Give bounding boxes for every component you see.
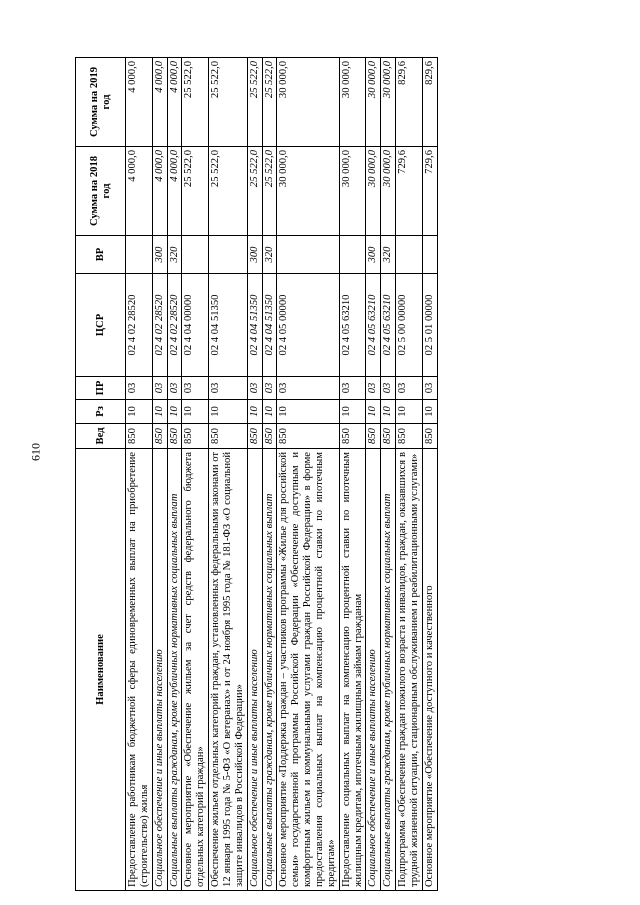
cell-ved: 850: [339, 424, 366, 449]
cell-csr: 02 4 04 51350: [247, 274, 262, 377]
cell-vr: [182, 236, 209, 274]
table-row: [182, 58, 209, 891]
cell-ved: 850: [396, 424, 423, 449]
cell-sum-2019: 30 000,0: [339, 58, 366, 147]
cell-sum-2018: 25 522,0: [209, 147, 248, 236]
cell-name: Подпрограмма «Обеспечение граждан пожилого возраста и инвалидов, граждан, оказавшихся в трудной жизненной ситуации, стационарным обслуживанием и реабилитационными услугами»: [396, 449, 423, 891]
cell-vr: 300: [366, 236, 381, 274]
header-name: Наименование: [76, 449, 126, 891]
cell-rz: 10: [152, 400, 167, 424]
cell-rz: 10: [126, 400, 153, 424]
table-row: [209, 58, 248, 891]
cell-rz: 10: [381, 400, 396, 424]
table-row: [366, 58, 381, 891]
cell-vr: 320: [167, 236, 182, 274]
cell-csr: 02 4 02 28520: [167, 274, 182, 377]
cell-sum-2018: 30 000,0: [381, 147, 396, 236]
cell-pr: 03: [396, 377, 423, 400]
cell-csr: 02 4 05 63210: [339, 274, 366, 377]
cell-sum-2018: 30 000,0: [339, 147, 366, 236]
cell-name: Социальное обеспечение и иные выплаты населению: [366, 449, 381, 891]
header-ved: Вед: [76, 424, 126, 449]
cell-ved: 850: [167, 424, 182, 449]
cell-sum-2019: 25 522,0: [182, 58, 209, 147]
cell-ved: 850: [182, 424, 209, 449]
cell-sum-2018: 25 522,0: [262, 147, 277, 236]
header-sum-2018: Сумма на 2018 год: [76, 147, 126, 236]
cell-vr: [209, 236, 248, 274]
cell-pr: 03: [262, 377, 277, 400]
header-pr: ПР: [76, 377, 126, 400]
cell-vr: 300: [152, 236, 167, 274]
cell-name: Основное мероприятие «Обеспечение жильем за счет средств федерального бюджета отдельных категорий граждан»: [182, 449, 209, 891]
cell-sum-2018: 25 522,0: [182, 147, 209, 236]
table-body: [126, 58, 438, 891]
header-sum-2019: Сумма на 2019 год: [76, 58, 126, 147]
cell-rz: 10: [262, 400, 277, 424]
cell-rz: 10: [167, 400, 182, 424]
cell-csr: 02 4 05 63210: [381, 274, 396, 377]
cell-csr: 02 5 00 00000: [396, 274, 423, 377]
cell-name: Обеспечение жильем отдельных категорий граждан, установленных федеральными законами от 12 января 1995 года № 5-ФЗ «О ветеранах» и от 24 ноября 1995 года № 181-ФЗ «О социальной защите инвалидов в Российской Федерации»: [209, 449, 248, 891]
table-row: [126, 58, 153, 891]
cell-sum-2019: 829,6: [422, 58, 437, 147]
cell-sum-2019: 4 000,0: [167, 58, 182, 147]
cell-sum-2019: 25 522,0: [209, 58, 248, 147]
cell-csr: 02 4 02 28520: [126, 274, 153, 377]
cell-pr: 03: [167, 377, 182, 400]
cell-rz: 10: [339, 400, 366, 424]
cell-ved: 850: [247, 424, 262, 449]
cell-rz: 10: [422, 400, 437, 424]
cell-sum-2019: 4 000,0: [152, 58, 167, 147]
cell-rz: 10: [366, 400, 381, 424]
table-row: [277, 58, 339, 891]
cell-csr: 02 4 05 00000: [277, 274, 339, 377]
cell-ved: 850: [381, 424, 396, 449]
cell-sum-2018: 4 000,0: [167, 147, 182, 236]
cell-vr: [396, 236, 423, 274]
cell-name: Социальное обеспечение и иные выплаты населению: [152, 449, 167, 891]
cell-ved: 850: [262, 424, 277, 449]
cell-sum-2018: 729,6: [396, 147, 423, 236]
cell-csr: 02 4 02 28520: [152, 274, 167, 377]
cell-csr: 02 4 05 63210: [366, 274, 381, 377]
cell-pr: 03: [277, 377, 339, 400]
cell-pr: 03: [247, 377, 262, 400]
rotated-table-container: [75, 58, 561, 891]
budget-table: [75, 57, 438, 891]
table-row: [152, 58, 167, 891]
header-rz: Рз: [76, 400, 126, 424]
cell-name: Основное мероприятие «Поддержка граждан – участников программы «Жилье для российской семьи» государственной программы Российской Федерации «Обеспечение доступным и комфортным жильем и коммунальными услугами граждан Российской Федерации» в форме предоставления социальных выплат на компенсацию процентной ставки по ипотечным кредитам»: [277, 449, 339, 891]
cell-pr: 03: [366, 377, 381, 400]
cell-ved: 850: [366, 424, 381, 449]
cell-name: Предоставление социальных выплат на компенсацию процентной ставки по ипотечным жилищным кредитам, ипотечным жилищным займам гражданам: [339, 449, 366, 891]
cell-sum-2019: 25 522,0: [247, 58, 262, 147]
cell-ved: 850: [277, 424, 339, 449]
cell-name: Предоставление работникам бюджетной сферы единовременных выплат на приобретение (строительство) жилья: [126, 449, 153, 891]
cell-rz: 10: [277, 400, 339, 424]
cell-sum-2019: 30 000,0: [381, 58, 396, 147]
header-csr: ЦСР: [76, 274, 126, 377]
cell-csr: 02 4 04 51350: [262, 274, 277, 377]
table-row: [381, 58, 396, 891]
cell-ved: 850: [422, 424, 437, 449]
cell-vr: [339, 236, 366, 274]
cell-sum-2018: 30 000,0: [277, 147, 339, 236]
cell-name: Социальные выплаты гражданам, кроме публичных нормативных социальных выплат: [381, 449, 396, 891]
cell-pr: 03: [381, 377, 396, 400]
cell-rz: 10: [247, 400, 262, 424]
cell-sum-2018: 729,6: [422, 147, 437, 236]
header-vr: ВР: [76, 236, 126, 274]
cell-pr: 03: [339, 377, 366, 400]
cell-pr: 03: [182, 377, 209, 400]
cell-csr: 02 4 04 51350: [209, 274, 248, 377]
cell-vr: 300: [247, 236, 262, 274]
cell-sum-2018: 30 000,0: [366, 147, 381, 236]
cell-csr: 02 5 01 00000: [422, 274, 437, 377]
table-row: [396, 58, 423, 891]
cell-sum-2019: 829,6: [396, 58, 423, 147]
cell-rz: 10: [182, 400, 209, 424]
cell-vr: [277, 236, 339, 274]
cell-sum-2019: 30 000,0: [277, 58, 339, 147]
cell-sum-2018: 25 522,0: [247, 147, 262, 236]
cell-name: Социальные выплаты гражданам, кроме публичных нормативных социальных выплат: [262, 449, 277, 891]
table-row: [167, 58, 182, 891]
page-number: 610: [28, 443, 43, 461]
cell-ved: 850: [152, 424, 167, 449]
cell-name: Социальное обеспечение и иные выплаты населению: [247, 449, 262, 891]
cell-ved: 850: [209, 424, 248, 449]
cell-sum-2019: 30 000,0: [366, 58, 381, 147]
table-header-row: [76, 58, 126, 891]
table-row: [422, 58, 437, 891]
cell-name: Социальные выплаты гражданам, кроме публичных нормативных социальных выплат: [167, 449, 182, 891]
cell-pr: 03: [209, 377, 248, 400]
cell-vr: 320: [262, 236, 277, 274]
cell-csr: 02 4 04 00000: [182, 274, 209, 377]
cell-pr: 03: [152, 377, 167, 400]
table-row: [262, 58, 277, 891]
cell-rz: 10: [209, 400, 248, 424]
cell-ved: 850: [126, 424, 153, 449]
cell-pr: 03: [126, 377, 153, 400]
cell-sum-2019: 4 000,0: [126, 58, 153, 147]
table-row: [247, 58, 262, 891]
cell-vr: 320: [381, 236, 396, 274]
cell-vr: [126, 236, 153, 274]
cell-pr: 03: [422, 377, 437, 400]
cell-rz: 10: [396, 400, 423, 424]
cell-name: Основное мероприятие «Обеспечение доступного и качественного: [422, 449, 437, 891]
cell-sum-2018: 4 000,0: [126, 147, 153, 236]
cell-sum-2019: 25 522,0: [262, 58, 277, 147]
cell-vr: [422, 236, 437, 274]
cell-sum-2018: 4 000,0: [152, 147, 167, 236]
table-row: [339, 58, 366, 891]
